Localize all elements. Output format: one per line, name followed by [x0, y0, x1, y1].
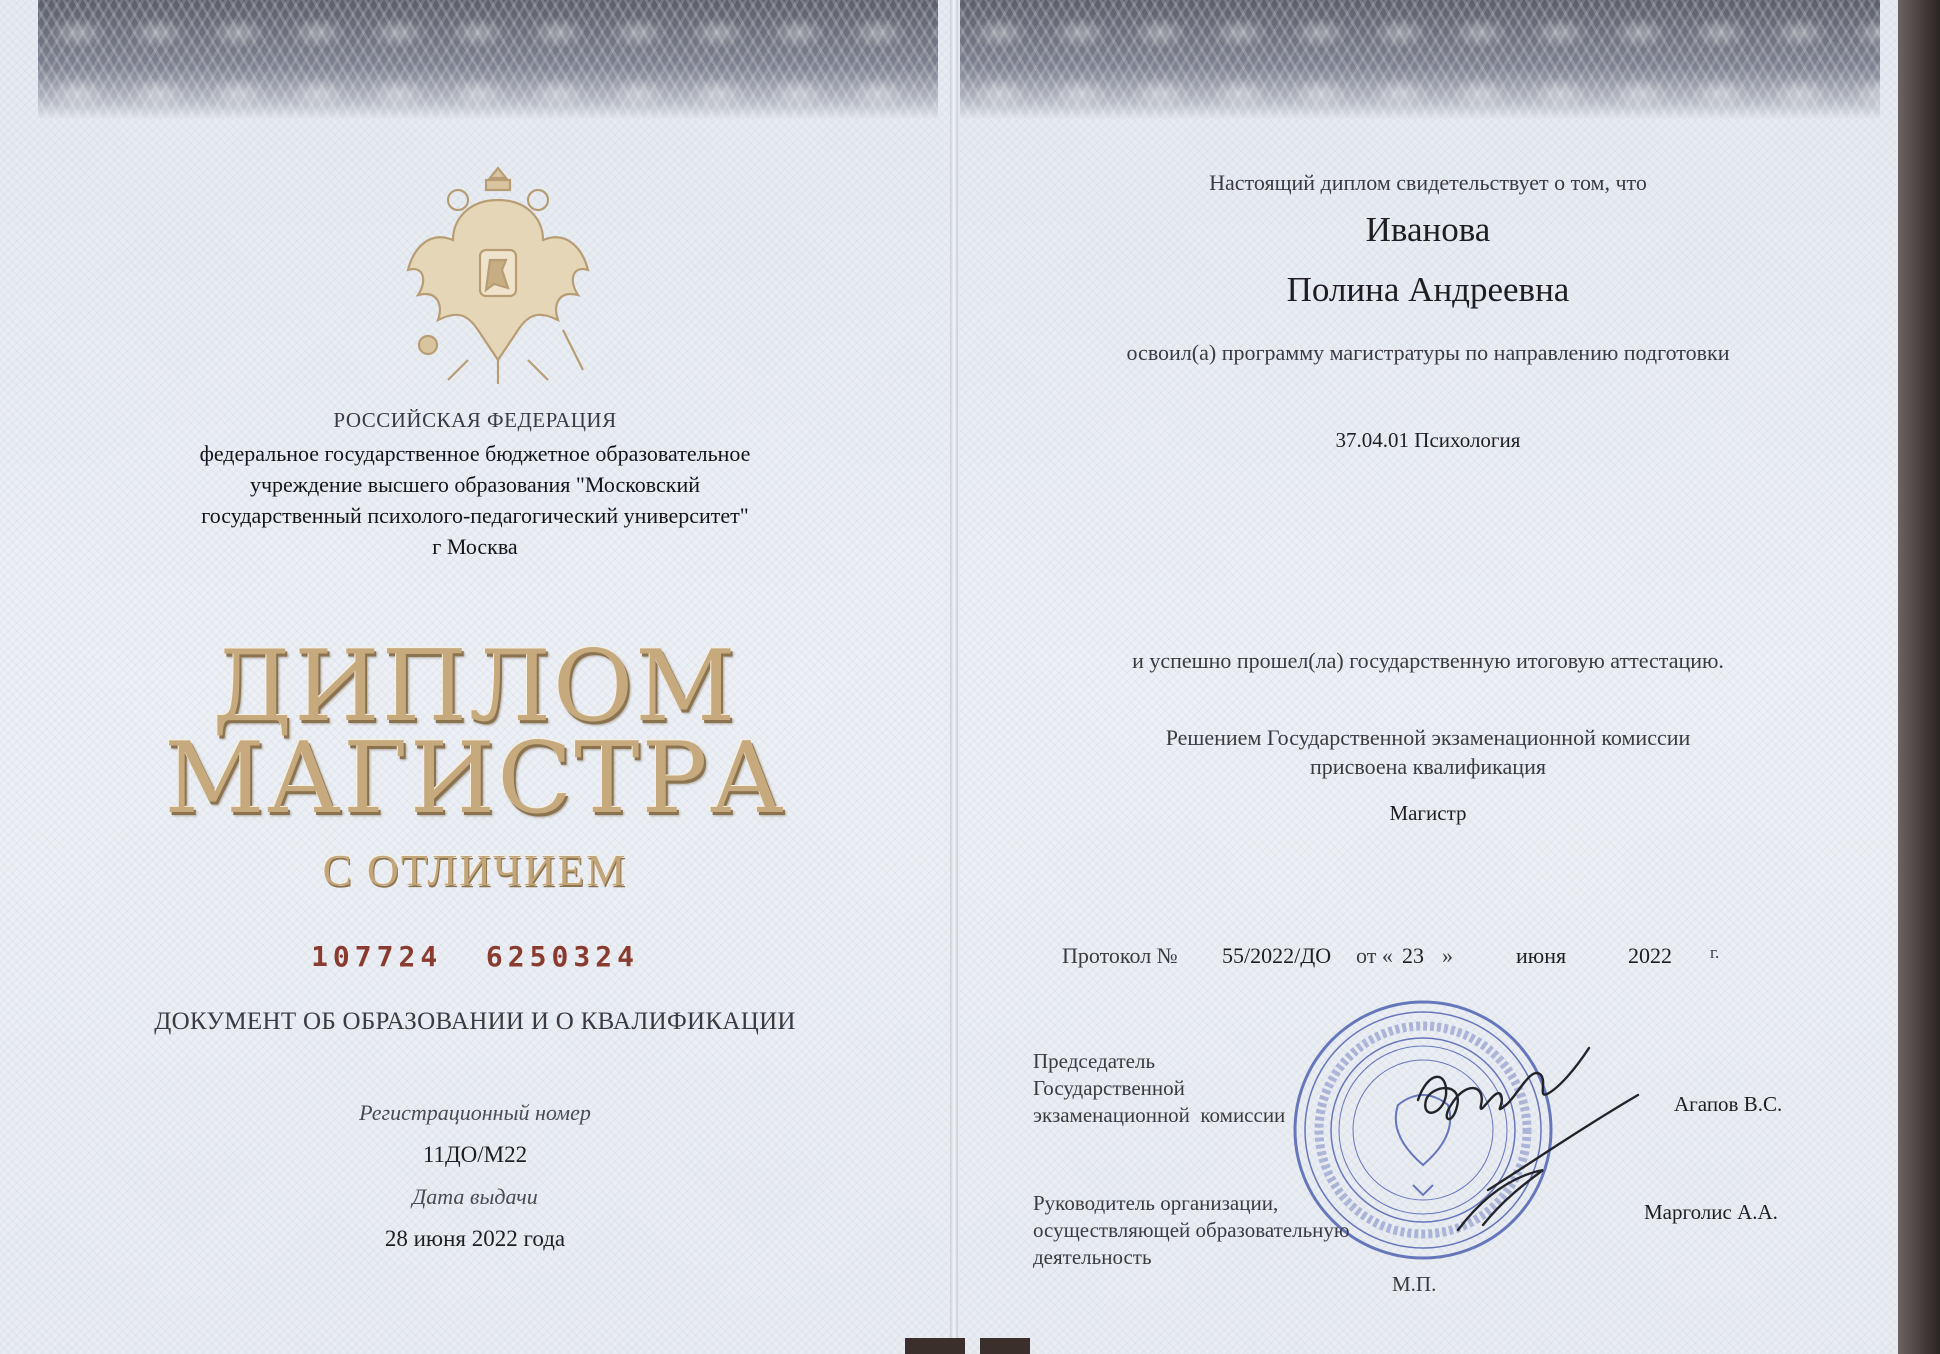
protocol-month: июня — [1516, 943, 1567, 968]
issue-date-label: Дата выдачи — [412, 1184, 538, 1209]
organization-line: учреждение высшего образования "Московский — [249, 472, 701, 497]
organization-name — [0, 438, 950, 562]
attestation-passed-text: и успешно прошел(ла) государственную итоговую аттестацию. — [1132, 648, 1724, 673]
guilloche-band — [960, 0, 1880, 120]
honors-label: С ОТЛИЧИЕМ — [322, 846, 628, 895]
program-name: 37.04.01 Психология — [1335, 428, 1521, 452]
protocol-day-close: » — [1442, 943, 1453, 968]
protocol-label: Протокол № — [1062, 943, 1178, 968]
protocol-year-suffix: г. — [1710, 943, 1720, 962]
issue-date: 28 июня 2022 года — [384, 1226, 566, 1251]
protocol-day: 23 — [1402, 943, 1424, 968]
coat-of-arms-icon — [398, 160, 598, 388]
protocol-year: 2022 — [1628, 943, 1672, 968]
protocol-number: 55/2022/ДО — [1222, 943, 1332, 968]
diploma-title-line2: МАГИСТРА — [164, 722, 786, 836]
head-label — [1033, 1190, 1350, 1271]
graduate-surname: Иванова — [1365, 210, 1491, 249]
diploma-right-page — [958, 0, 1898, 1354]
organization-line: федеральное государственное бюджетное образовательное — [199, 441, 751, 466]
chair-signature — [1398, 1040, 1648, 1250]
chair-name: Агапов В.С. — [1674, 1092, 1783, 1116]
head-label-line: Руководитель организации, — [1033, 1191, 1279, 1215]
decision-line: присвоена квалификация — [1310, 754, 1546, 779]
chair-label — [1033, 1048, 1285, 1129]
graduate-given-names: Полина Андреевна — [1286, 270, 1570, 309]
diploma-left-page — [0, 0, 950, 1354]
commission-decision — [958, 723, 1898, 781]
head-label-line: деятельность — [1033, 1245, 1152, 1269]
chair-label-line: экзаменационной комиссии — [1033, 1103, 1286, 1127]
head-name: Марголис А.А. — [1644, 1200, 1778, 1224]
cover-corner — [905, 1338, 965, 1354]
cover-edge — [1898, 0, 1940, 1354]
seal-place-label: М.П. — [1392, 1272, 1437, 1296]
cover-corner — [980, 1338, 1030, 1354]
program-mastered-text: освоил(а) программу магистратуры по направлению подготовки — [1126, 340, 1730, 365]
registration-label: Регистрационный номер — [359, 1100, 591, 1125]
chair-label-line: Государственной — [1033, 1076, 1185, 1100]
document-type: ДОКУМЕНТ ОБ ОБРАЗОВАНИИ И О КВАЛИФИКАЦИИ — [154, 1008, 796, 1035]
guilloche-band — [38, 0, 938, 120]
diploma-title-line1: ДИПЛОМ — [212, 630, 738, 744]
organization-line: государственный психолого-педагогический университет" — [201, 503, 749, 528]
chair-label-line: Председатель — [1033, 1049, 1156, 1073]
head-label-line: осуществляющей образовательную — [1033, 1218, 1350, 1242]
country-name: РОССИЙСКАЯ ФЕДЕРАЦИЯ — [333, 408, 617, 432]
qualification: Магистр — [1389, 801, 1467, 825]
book-spine — [950, 0, 958, 1354]
serial-number: 107724 6250324 — [311, 940, 639, 973]
registration-number: 11ДО/М22 — [422, 1142, 528, 1167]
certifies-text: Настоящий диплом свидетельствует о том, что — [1209, 170, 1647, 195]
organization-city: г Москва — [432, 534, 518, 559]
protocol-from: от « — [1356, 943, 1393, 968]
decision-line: Решением Государственной экзаменационной комиссии — [1165, 725, 1691, 750]
